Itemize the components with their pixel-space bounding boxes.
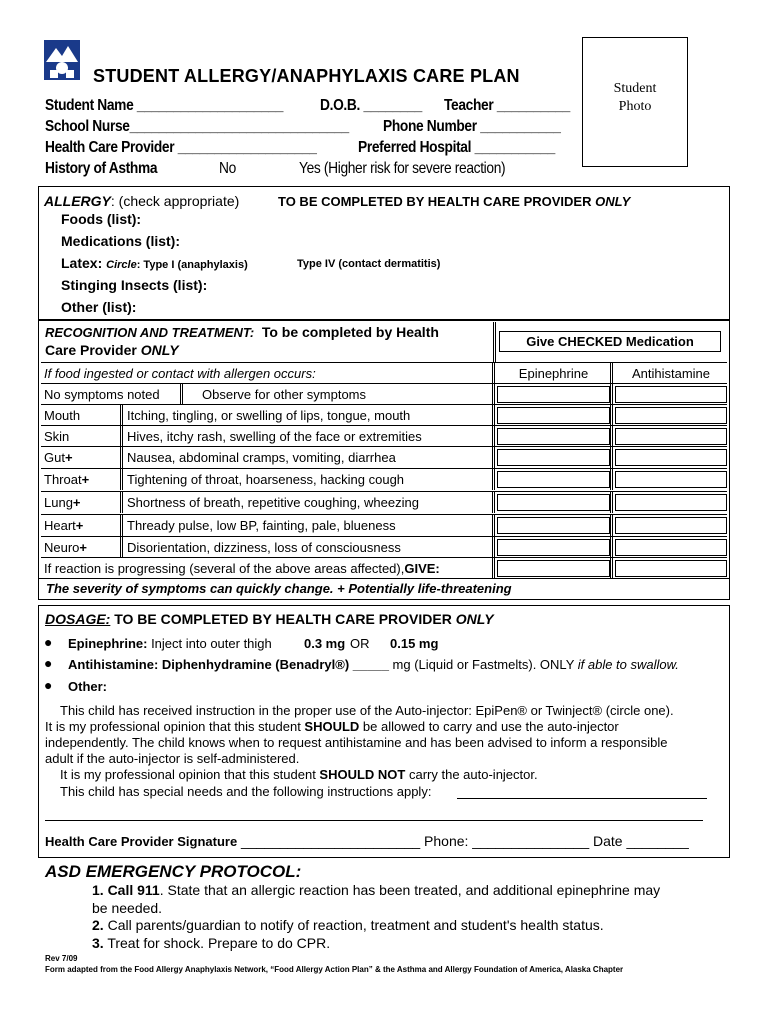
dosage-p2c: be allowed to carry and use the auto-injector [359,719,619,734]
dob-label: D.O.B. ________ [320,97,422,114]
foods-field[interactable] [61,211,141,227]
epi-label: Epinephrine: [68,636,148,651]
special-needs-line-1[interactable] [457,798,707,799]
anti-text: mg (Liquid or Fastmelts). ONLY [388,657,578,672]
allergy-section [38,186,730,320]
dosage-p4: adult if the auto-injector is self-administered. [45,751,300,766]
asthma-no-option[interactable]: No [219,160,236,177]
asd-step3-text: Treat for shock. Prepare to do CPR. [103,935,331,951]
epinephrine-checkbox[interactable] [497,386,610,403]
plus-icon: + [81,472,90,487]
phone-number-field[interactable] [383,118,561,136]
area-label: Lung [44,495,73,510]
other-allergy-label: Other (list): [61,299,137,315]
insects-label: Stinging Insects (list): [61,277,208,293]
phone-number-label: Phone Number ___________ [383,118,561,135]
antihistamine-checkbox[interactable] [615,471,727,488]
if-food-row [41,362,727,384]
severity-note: The severity of symptoms can quickly change. + Potentially life-threatening [46,581,512,596]
anti-label: Antihistamine: Diphenhydramine (Benadryl®) _____ [68,657,389,672]
asd-step2-text: Call parents/guardian to notify of reaction, treatment and student's health status. [103,917,604,933]
area-label: Gut [44,450,65,465]
dosage-title: DOSAGE: [45,611,111,627]
area-label: Neuro [44,540,80,555]
no-symptoms-label: No symptoms noted [44,387,160,402]
latex-circle: Circle [106,259,137,271]
epi-dose-2[interactable]: 0.15 mg [390,636,439,651]
antihistamine-checkbox[interactable] [615,539,727,556]
symptom-label: Itching, tingling, or swelling of lips, tongue, mouth [127,408,411,423]
medications-label: Medications (list): [61,233,181,249]
dosage-p5a: It is my professional opinion that this student [60,767,320,782]
bullet-icon: ● [44,655,53,671]
allergy-only: ONLY [595,194,631,209]
observe-label: Observe for other symptoms [202,387,366,402]
special-needs-line-2[interactable] [45,820,703,821]
epi-text: Inject into outer thigh [147,636,272,651]
hospital-label: Preferred Hospital ___________ [358,139,555,156]
dosage-only: ONLY [455,611,494,627]
plus-icon: + [75,518,84,533]
insects-field[interactable] [61,277,207,293]
allergy-check: : (check appropriate) [110,193,240,209]
hcp-label: Health Care Provider ___________________ [45,139,317,156]
epinephrine-checkbox[interactable] [497,449,610,466]
symptom-label: Disorientation, dizziness, loss of consciousness [127,540,401,555]
symptom-label: Tightening of throat, hoarseness, hacking cough [127,472,405,487]
student-name-label: Student Name ____________________ [45,97,284,114]
asd-step2-label: 2. [92,917,104,933]
asd-step1-label: 1. Call 911 [92,882,160,898]
recognition-title: RECOGNITION AND TREATMENT: [45,325,255,340]
no-symptoms-row [41,383,727,405]
symptom-row-throat [41,468,727,490]
asd-step3-label: 3. [92,935,104,951]
adapted-note: Form adapted from the Food Allergy Anaphylaxis Network, “Food Allergy Action Plan” & the Asthma and Allergy Foundation of America, Alaska Chapter [45,965,624,974]
other-allergy-field[interactable] [61,299,136,315]
area-label: Mouth [44,408,81,423]
dosage-p2b: SHOULD [304,719,360,734]
epinephrine-checkbox[interactable] [497,407,610,424]
give-checked-label: Give CHECKED Medication [526,334,694,349]
page-title: STUDENT ALLERGY/ANAPHYLAXIS CARE PLAN [93,66,520,86]
student-photo-label: Student Photo [613,81,657,114]
asd-title: ASD EMERGENCY PROTOCOL: [45,862,302,881]
sig-label: Health Care Provider Signature [45,834,238,849]
allergy-hcp-only: TO BE COMPLETED BY HEALTH CARE PROVIDER [278,194,596,209]
plus-icon: + [72,495,81,510]
foods-label: Foods (list): [61,211,142,227]
antihistamine-checkbox[interactable] [615,560,727,577]
allergy-title: ALLERGY [44,193,111,209]
antihistamine-checkbox[interactable] [615,428,727,445]
epinephrine-header: Epinephrine [518,366,589,381]
recognition-only: ONLY [140,342,179,358]
give-label: GIVE: [404,560,440,576]
asd-step1-cont: be needed. [92,900,163,916]
student-name-field[interactable] [45,97,283,115]
progress-label: If reaction is progressing (several of the above areas affected), [44,560,405,576]
dosage-p3: independently. The child knows when to request antihistamine and has been advised to inform a responsible [45,735,668,750]
hcp-field[interactable] [45,139,317,157]
epinephrine-checkbox[interactable] [497,428,610,445]
rev-label: Rev 7/09 [45,954,78,963]
other-dosage[interactable]: Other: [68,679,107,694]
bullet-icon: ● [44,677,53,693]
anti-if: if able to swallow. [577,657,679,672]
teacher-field[interactable] [444,97,570,115]
sig-date[interactable]: Date ________ [589,833,689,849]
epi-dose-1[interactable]: 0.3 mg [304,636,346,651]
dosage-p2a: It is my professional opinion that this student [45,719,305,734]
symptom-row-heart [41,514,727,536]
recognition-care: Care Provider [45,342,141,358]
school-nurse-label: School Nurse______________________________ [45,118,349,135]
plus-icon: + [79,540,88,555]
symptom-row-neuro [41,536,727,558]
give-checked-header [499,331,721,352]
asd-step1-text: . State that an allergic reaction has been treated, and additional epinephrine may [159,882,661,898]
progress-row [41,557,727,578]
epinephrine-checkbox[interactable] [497,560,610,577]
area-label: Throat [44,472,82,487]
dosage-p5b: SHOULD NOT [319,767,406,782]
antihistamine-checkbox[interactable] [615,449,727,466]
special-needs-label: This child has special needs and the following instructions apply: [60,784,432,799]
epinephrine-checkbox[interactable] [497,517,610,534]
latex-type4[interactable]: Type IV (contact dermatitis) [297,258,441,270]
plus-icon: + [64,450,73,465]
school-nurse-field[interactable] [45,118,349,136]
antihistamine-checkbox[interactable] [615,517,727,534]
epinephrine-checkbox[interactable] [497,539,610,556]
symptom-label: Thready pulse, low BP, fainting, pale, blueness [127,518,396,533]
teacher-label: Teacher __________ [444,97,570,114]
antihistamine-checkbox[interactable] [615,494,727,511]
area-label: Heart [44,518,76,533]
symptom-row-skin [41,425,727,447]
latex-type1[interactable]: : Type I (anaphylaxis) [136,259,248,271]
sig-line[interactable]: _______________________ [237,833,421,849]
latex-label: Latex: [61,255,103,271]
epi-or: OR [350,636,370,651]
hospital-field[interactable] [358,139,555,157]
sig-phone[interactable]: Phone: _______________ [420,833,590,849]
symptom-row-mouth [41,404,727,426]
symptom-label: Nausea, abdominal cramps, vomiting, diarrhea [127,450,396,465]
symptom-row-lung [41,491,727,513]
dob-field[interactable] [320,97,422,115]
area-label: Skin [44,429,70,444]
symptom-label: Hives, itchy rash, swelling of the face or extremities [127,429,422,444]
logo [44,40,80,80]
asthma-yes-option[interactable]: Yes (Higher risk for severe reaction) [299,160,506,177]
if-food-label: If food ingested or contact with allergen occurs: [44,366,316,381]
asthma-label: History of Asthma [45,160,158,177]
student-photo-box[interactable] [582,37,688,167]
antihistamine-checkbox[interactable] [615,407,727,424]
dosage-p1: This child has received instruction in the proper use of the Auto-injector: EpiPen® or Twinject® (circle one). [60,703,674,718]
symptom-label: Shortness of breath, repetitive coughing, wheezing [127,495,419,510]
antihistamine-checkbox[interactable] [615,386,727,403]
epinephrine-checkbox[interactable] [497,471,610,488]
dosage-p5c: carry the auto-injector. [405,767,538,782]
symptom-row-gut [41,446,727,468]
antihistamine-header: Antihistamine [631,366,711,381]
dosage-rest: TO BE COMPLETED BY HEALTH CARE PROVIDER [110,611,456,627]
recognition-tobe: To be completed by Health [261,324,439,340]
medications-field[interactable] [61,233,180,249]
epinephrine-checkbox[interactable] [497,494,610,511]
bullet-icon: ● [44,634,53,650]
